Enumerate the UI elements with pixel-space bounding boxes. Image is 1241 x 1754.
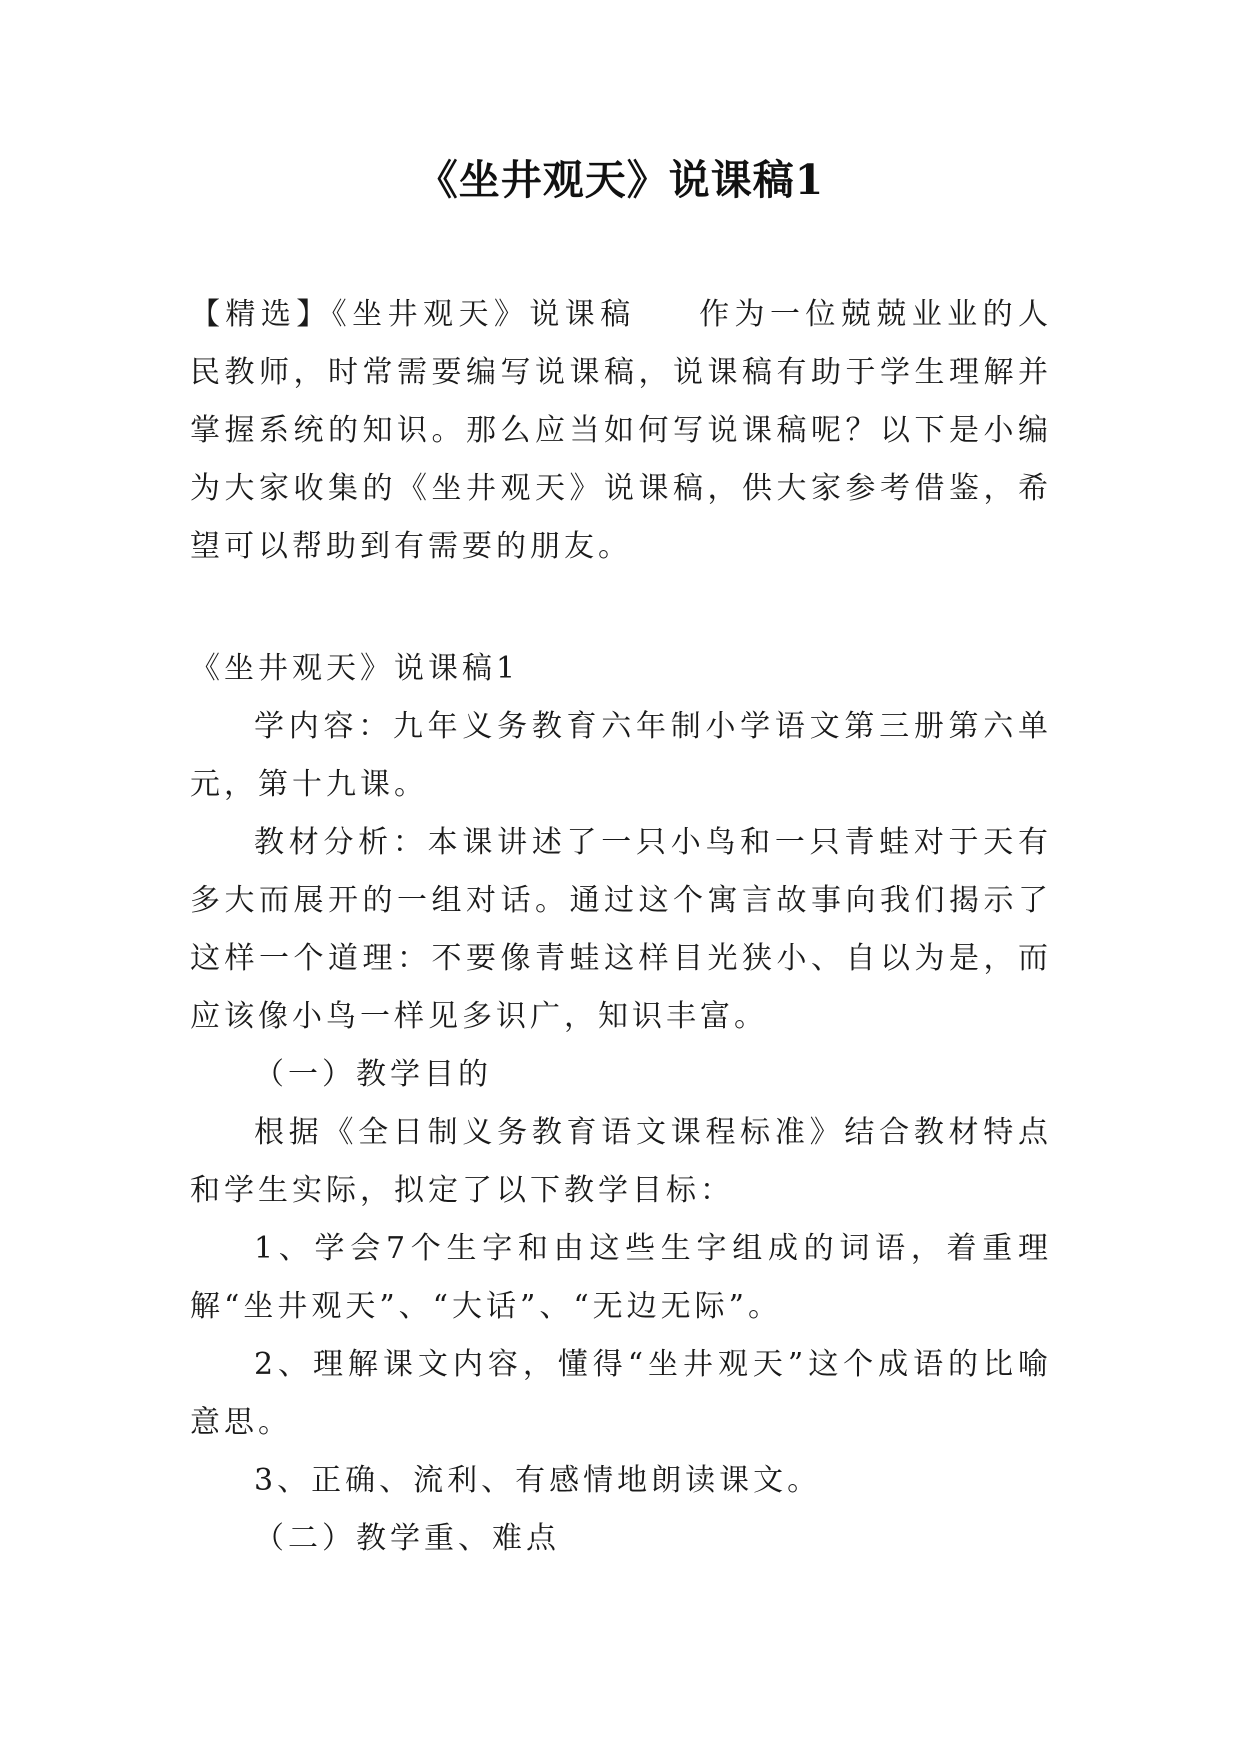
intro-paragraph xyxy=(190,286,1052,576)
paragraph-material-analysis: 教材分析：本课讲述了一只小鸟和一只青蛙对于天有多大而展开的一组对话。通过这个寓言故事向我们揭示了这样一个道理：不要像青蛙这样目光狭小、自以为是，而应该像小鸟一样见多识广，知识丰富。 xyxy=(190,825,1052,1034)
subheading-key-points: （二）教学重、难点 xyxy=(254,1521,560,1556)
paragraph-teaching-content: 学内容：九年义务教育六年制小学语文第三册第六单元，第十九课。 xyxy=(190,709,1052,802)
intro-text: 作为一位兢兢业业的人民教师，时常需要编写说课稿，说课稿有助于学生理解并掌握系统的知识。那么应当如何写说课稿呢？以下是小编为大家收集的《坐井观天》说课稿，供大家参考借鉴，希望可以帮助到有需要的朋友。 xyxy=(190,297,1053,564)
list-item-goal-3: 3、正确、流利、有感情地朗读课文。 xyxy=(254,1463,822,1498)
document-title: 《坐井观天》说课稿1 xyxy=(416,156,825,204)
list-item-goal-2: 2、理解课文内容，懂得“坐井观天”这个成语的比喻意思。 xyxy=(190,1347,1052,1440)
section-heading: 《坐井观天》说课稿1 xyxy=(190,651,520,686)
list-item-goal-1: 1、学会7个生字和由这些生字组成的词语，着重理解“坐井观天”、“大话”、“无边无际”。 xyxy=(190,1231,1052,1324)
document-body xyxy=(190,640,1052,1568)
intro-tag: 【精选】《坐井观天》说课稿 xyxy=(190,297,636,332)
paragraph-goals-intro: 根据《全日制义务教育语文课程标准》结合教材特点和学生实际，拟定了以下教学目标： xyxy=(190,1115,1052,1208)
subheading-teaching-goals: （一）教学目的 xyxy=(254,1057,492,1092)
